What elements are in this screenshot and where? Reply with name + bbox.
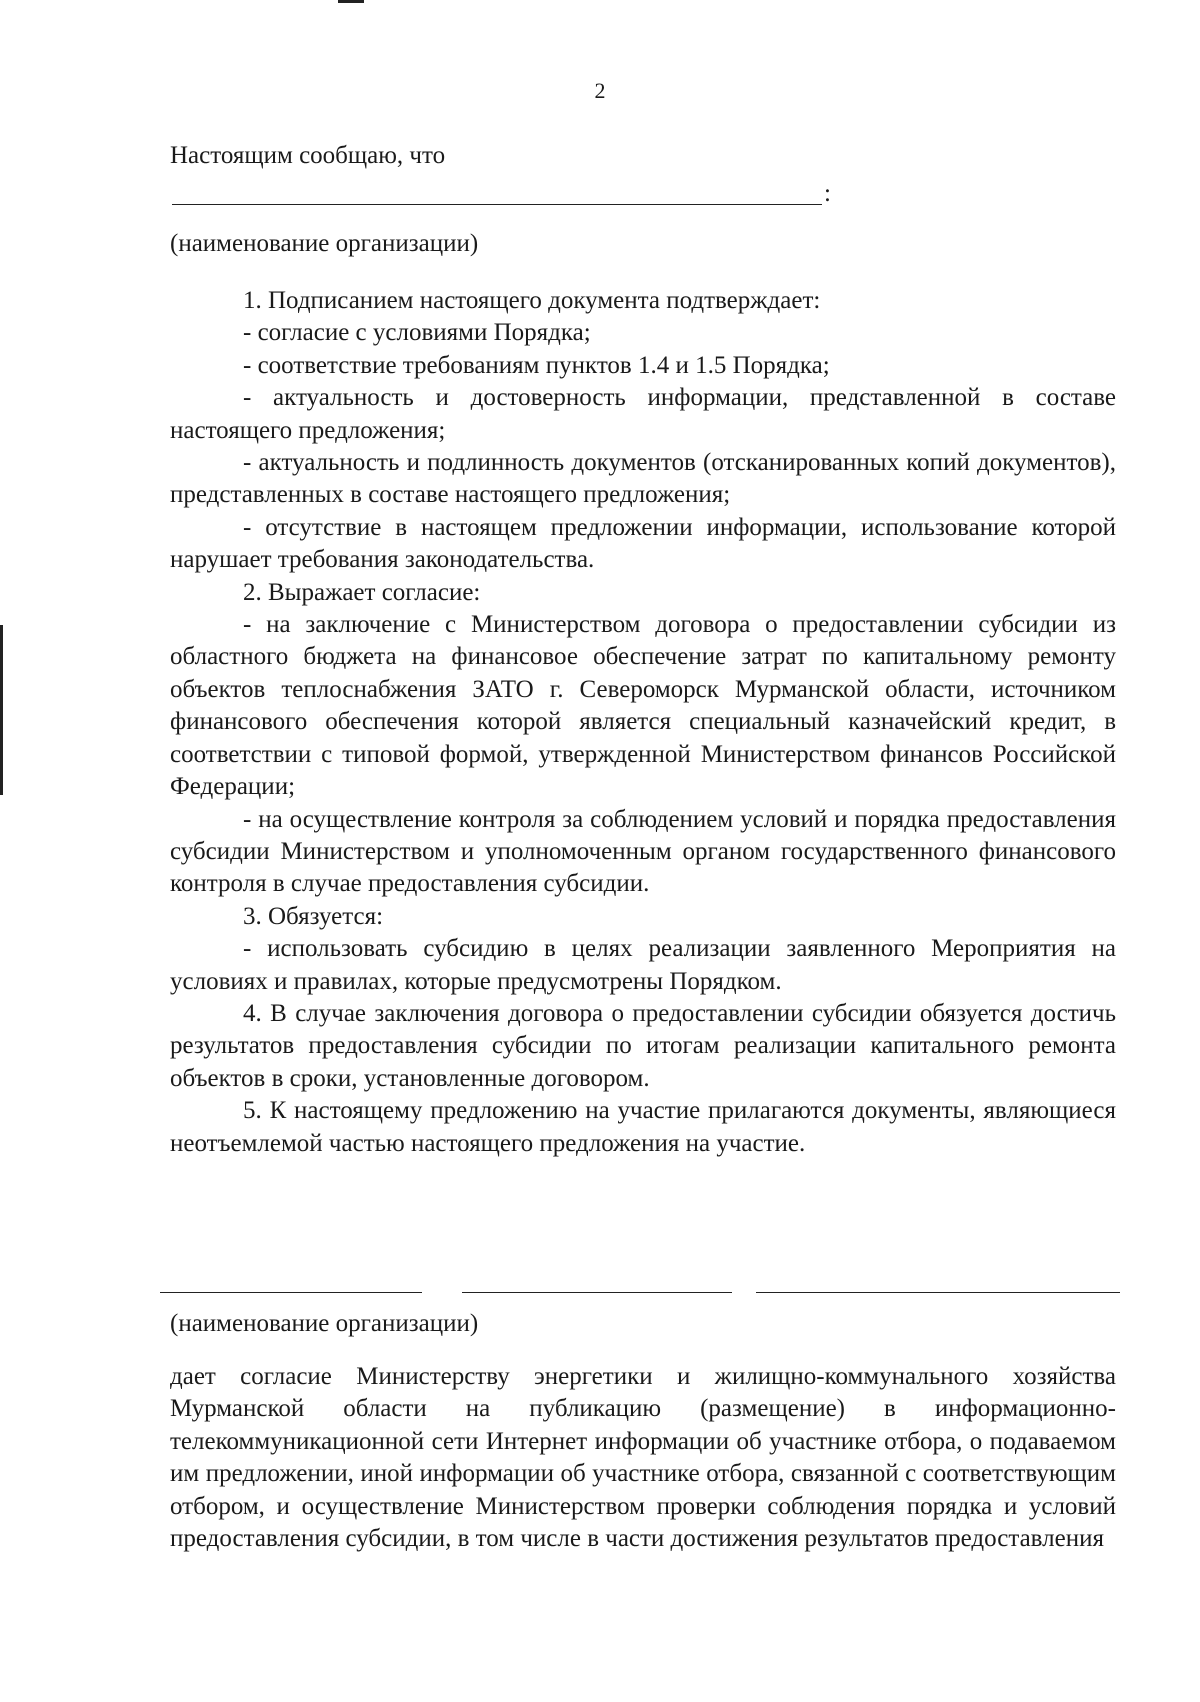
paragraph: 4. В случае заключения договора о предоставлении субсидии обязуется достичь результатов предоставления субсидии по итогам реализации капитального ремонта объектов в сроки, установленные договором. (170, 999, 1116, 1092)
signature-lines (160, 1292, 1120, 1296)
signature-line-name (756, 1292, 1120, 1293)
organization-name-blank (172, 204, 822, 205)
scan-mark-left (0, 625, 3, 795)
paragraph: - согласие с условиями Порядка; (243, 319, 591, 347)
paragraph: 5. К настоящему предложению на участие прилагаются документы, являющиеся неотъемлемой частью настоящего предложения на участие. (170, 1097, 1116, 1157)
blank-colon: : (824, 180, 831, 207)
paragraph: - на осуществление контроля за соблюдением условий и порядка предоставления субсидии Министерством и уполномоченным органом государственного финансового контроля в случае предоставления субсидии. (170, 805, 1116, 898)
paragraph: - актуальность и достоверность информации, представленной в составе настоящего предложения; (170, 384, 1116, 444)
paragraph: 3. Обязуется: (243, 902, 384, 930)
consent-paragraph (170, 1361, 1116, 1555)
signature-line-position (160, 1292, 422, 1293)
declaration-body (170, 285, 1116, 1160)
paragraph: 2. Выражает согласие: (243, 578, 481, 606)
paragraph: 1. Подписанием настоящего документа подтверждает: (243, 287, 821, 314)
page-number: 2 (594, 78, 606, 103)
signature-line-signature (462, 1292, 732, 1293)
paragraph: - использовать субсидию в целях реализации заявленного Мероприятия на условиях и правилах, которые предусмотрены Порядком. (170, 935, 1116, 995)
intro-text: Настоящим сообщаю, что (170, 142, 446, 169)
scan-mark-top (338, 0, 364, 3)
paragraph: - на заключение с Министерством договора о предоставлении субсидии из областного бюджета на финансовое обеспечение затрат по капитальному ремонту объектов теплоснабжения ЗАТО г. Североморск Мурманской области, источником финансового обеспечения которой является специальный казначейский кредит, в соответствии с типовой формой, утвержденной Министерством финансов Российской Федерации; (170, 611, 1116, 801)
paragraph: - соответствие требованиям пунктов 1.4 и 1.5 Порядка; (243, 351, 830, 379)
paragraph: дает согласие Министерству энергетики и жилищно-коммунального хозяйства Мурманской области на публикацию (размещение) в информационно-телекоммуникационной сети Интернет информации об участнике отбора, о подаваемом им предложении, иной информации об участнике отбора, связанной с соответствующим отбором, и осуществление Министерством проверки соблюдения порядка и условий предоставления субсидии, в том числе в части достижения результатов предоставления (170, 1363, 1116, 1553)
paragraph: - актуальность и подлинность документов (отсканированных копий документов), представленных в составе настоящего предложения; (170, 449, 1116, 509)
paragraph: - отсутствие в настоящем предложении информации, использование которой нарушает требования законодательства. (170, 513, 1116, 574)
organization-caption-bottom: (наименование организации) (170, 1310, 479, 1337)
organization-caption-top: (наименование организации) (170, 230, 479, 257)
